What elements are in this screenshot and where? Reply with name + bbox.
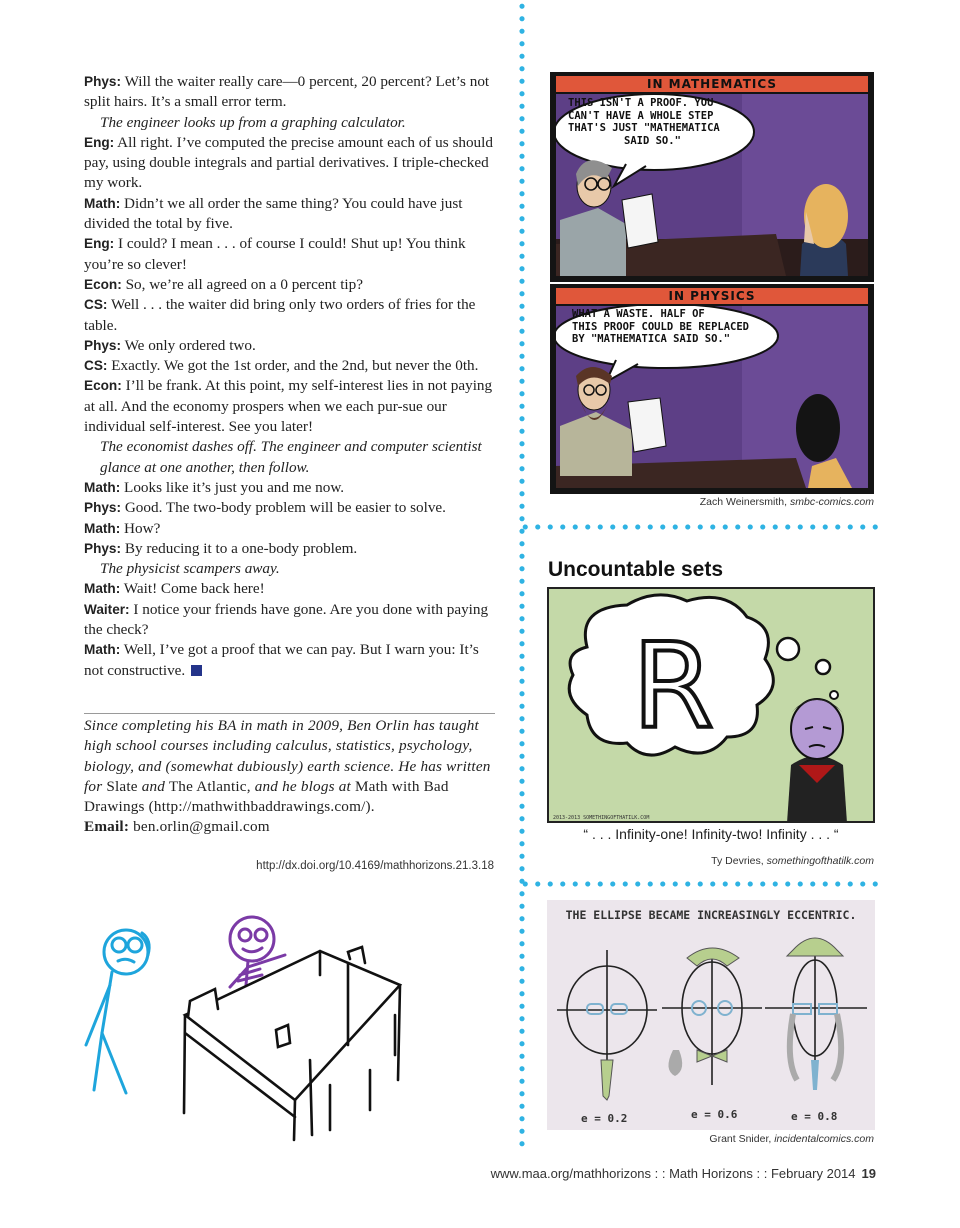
- line-text: Wait! Come back here!: [123, 580, 265, 598]
- speaker-label: Math:: [84, 195, 121, 211]
- ellipse-label-3: e = 0.8: [791, 1110, 838, 1123]
- dialogue-line: [84, 376, 496, 437]
- bubble-line: WHAT A WASTE. HALF OF: [572, 308, 705, 320]
- dialogue-line: [84, 519, 496, 539]
- speaker-label: Phys:: [84, 74, 122, 89]
- speaker-label: Waiter:: [84, 601, 130, 617]
- credit-site[interactable]: smbc-comics.com: [789, 496, 874, 508]
- uncountable-comic: [547, 587, 875, 823]
- math-stick-figure: [86, 930, 149, 1093]
- line-text: We only ordered two.: [124, 336, 256, 354]
- section-title: Uncountable sets: [548, 558, 724, 581]
- line-text: By reducing it to a one-body problem.: [124, 539, 358, 557]
- bio-blog: Math with Bad Drawings (http://mathwithbaddrawings.com/).: [84, 777, 449, 816]
- stage-direction: The engineer looks up from a graphing calculator.: [100, 113, 406, 131]
- bio-text: Since completing his BA in math in 2009, Ben Orlin has taught high school courses including calculus, statistics, psychology, biology, and (somewhat dubiously) earth science. He has written for: [84, 717, 491, 795]
- line-text: Will the waiter really care—0 percent, 20 percent? Let’s not split hairs. It’s a small error term.: [84, 73, 490, 111]
- line-text: Good. The two-body problem will be easier to solve.: [124, 499, 446, 517]
- credit-name: Zach Weinersmith,: [699, 496, 788, 508]
- horizontal-dot-divider-1: [519, 524, 879, 530]
- dialogue-line: [84, 194, 496, 235]
- line-text: How?: [124, 519, 161, 537]
- credit-name: Ty Devries,: [711, 855, 764, 867]
- ellipse-label-2: e = 0.6: [691, 1108, 738, 1121]
- end-mark-icon: [191, 665, 202, 676]
- speaker-label: Phys:: [84, 500, 122, 516]
- dialogue-line: [84, 72, 496, 113]
- doi-link[interactable]: http://dx.doi.org/10.4169/mathhorizons.21.3.18: [256, 860, 494, 872]
- line-text: Looks like it’s just you and me now.: [124, 478, 345, 496]
- line-text: Didn’t we all order the same thing? You could have just divided the total by five.: [84, 194, 463, 233]
- speaker-label: Math:: [84, 520, 121, 536]
- dialogue-line: [84, 539, 496, 559]
- dialogue-line: [84, 579, 496, 599]
- line-text: I notice your friends have gone. Are you done with paying the check?: [84, 600, 489, 639]
- dialogue-line: [84, 336, 496, 356]
- ellipse-label-1: e = 0.2: [581, 1112, 628, 1125]
- reals-symbol: R: [632, 617, 714, 755]
- waiter-table-drawing: [80, 905, 410, 1145]
- dialogue-line: [84, 133, 496, 194]
- bubble-line: THIS PROOF COULD BE REPLACED: [572, 320, 750, 333]
- dialogue-text: [84, 72, 496, 681]
- speaker-label: Econ:: [84, 276, 122, 292]
- credit-site[interactable]: incidentalcomics.com: [774, 1133, 874, 1145]
- speech-bubble-1: [568, 97, 758, 147]
- smbc-credit: [600, 496, 874, 508]
- dialogue-line: [84, 275, 496, 295]
- footer-text: www.maa.org/mathhorizons : : Math Horizons : : February 2014: [490, 1166, 856, 1181]
- uncountable-credit: [600, 855, 874, 867]
- speaker-label: Econ:: [84, 378, 122, 394]
- smbc-panel-physics: [550, 284, 874, 494]
- line-text: So, we’re all agreed on a 0 percent tip?: [125, 275, 363, 293]
- ellipse-comic-title: THE ELLIPSE BECAME INCREASINGLY ECCENTRIC.: [565, 908, 857, 922]
- line-text: Well, I’ve got a proof that we can pay. But I warn you: It’s not constructive.: [84, 641, 479, 679]
- comic-caption: “ . . . Infinity-one! Infinity-two! Infinity . . . “: [583, 826, 839, 842]
- bubble-line: BY "MATHEMATICA SAID SO.": [572, 333, 731, 345]
- dialogue-line: [84, 295, 496, 336]
- bubble-line: THAT'S JUST "MATHEMATICA: [568, 122, 720, 134]
- vertical-dot-divider: [519, 0, 525, 1150]
- dialogue-line: [84, 356, 496, 376]
- panel-banner: IN MATHEMATICS: [556, 76, 868, 92]
- line-text: I’ll be frank. At this point, my self-interest lies in not paying at all. And the economy prospers when we each pur-sue our individual self-interest. See you later!: [84, 377, 493, 436]
- speaker-label: CS:: [84, 358, 108, 374]
- bubble-line: SAID SO.": [624, 134, 681, 147]
- speaker-label: Math:: [84, 479, 121, 495]
- ellipse-drawings: [547, 900, 875, 1130]
- bio-pub-slate: Slate: [106, 777, 138, 795]
- ellipse-comic: [547, 900, 875, 1130]
- bio-blog-intro: and he blogs at: [254, 777, 351, 795]
- author-bio: [84, 716, 496, 838]
- line-text: I could? I mean . . . of course I could! Shut up! You think you’re so clever!: [84, 235, 466, 273]
- page-footer: [400, 1166, 876, 1181]
- restaurant-table: [184, 947, 400, 1140]
- speaker-label: Phys:: [84, 337, 122, 353]
- horizontal-dot-divider-2: [519, 881, 879, 887]
- email-address[interactable]: ben.orlin@gmail.com: [133, 818, 270, 836]
- email-label: Email:: [84, 818, 130, 836]
- comic-copyright: 2013-2013 SOMETHINGOFTHATILK.COM: [553, 815, 650, 821]
- dialogue-line: [84, 600, 496, 641]
- bubble-line: THIS ISN'T A PROOF. YOU: [568, 97, 714, 109]
- line-text: Exactly. We got the 1st order, and the 2nd, but never the 0th.: [111, 357, 479, 375]
- speaker-label: Math:: [84, 642, 121, 658]
- smbc-panel-mathematics: [550, 72, 874, 282]
- speech-bubble-2: [572, 308, 802, 346]
- dialogue-line: [84, 640, 496, 681]
- bio-pub-atlantic: The Atlantic,: [168, 777, 251, 795]
- page-number: 19: [861, 1166, 876, 1181]
- dialogue-line: [84, 498, 496, 518]
- line-text: All right. I’ve computed the precise amount each of us should pay, using double integrals and partial derivatives. I triple-checked my work.: [84, 133, 493, 192]
- stage-direction: The physicist scampers away.: [100, 560, 280, 578]
- section-divider: [84, 713, 495, 714]
- panel-banner: IN PHYSICS: [556, 288, 868, 304]
- speaker-label: Phys:: [84, 540, 122, 556]
- stage-direction: The economist dashes off. The engineer and computer scientist glance at one another, then follow.: [100, 438, 482, 476]
- speaker-label: Eng:: [84, 134, 115, 150]
- bubble-line: CAN'T HAVE A WHOLE STEP: [568, 109, 714, 122]
- speaker-label: Math:: [84, 581, 121, 597]
- ellipse-credit: [600, 1133, 874, 1145]
- credit-site[interactable]: somethingofthatilk.com: [766, 855, 874, 867]
- bio-and: and: [141, 777, 166, 795]
- speaker-label: CS:: [84, 297, 108, 313]
- credit-name: Grant Snider,: [709, 1133, 772, 1145]
- speaker-label: Eng:: [84, 236, 115, 252]
- dialogue-line: [84, 234, 496, 275]
- dialogue-line: [84, 478, 496, 498]
- line-text: Well . . . the waiter did bring only two orders of fries for the table.: [84, 296, 476, 334]
